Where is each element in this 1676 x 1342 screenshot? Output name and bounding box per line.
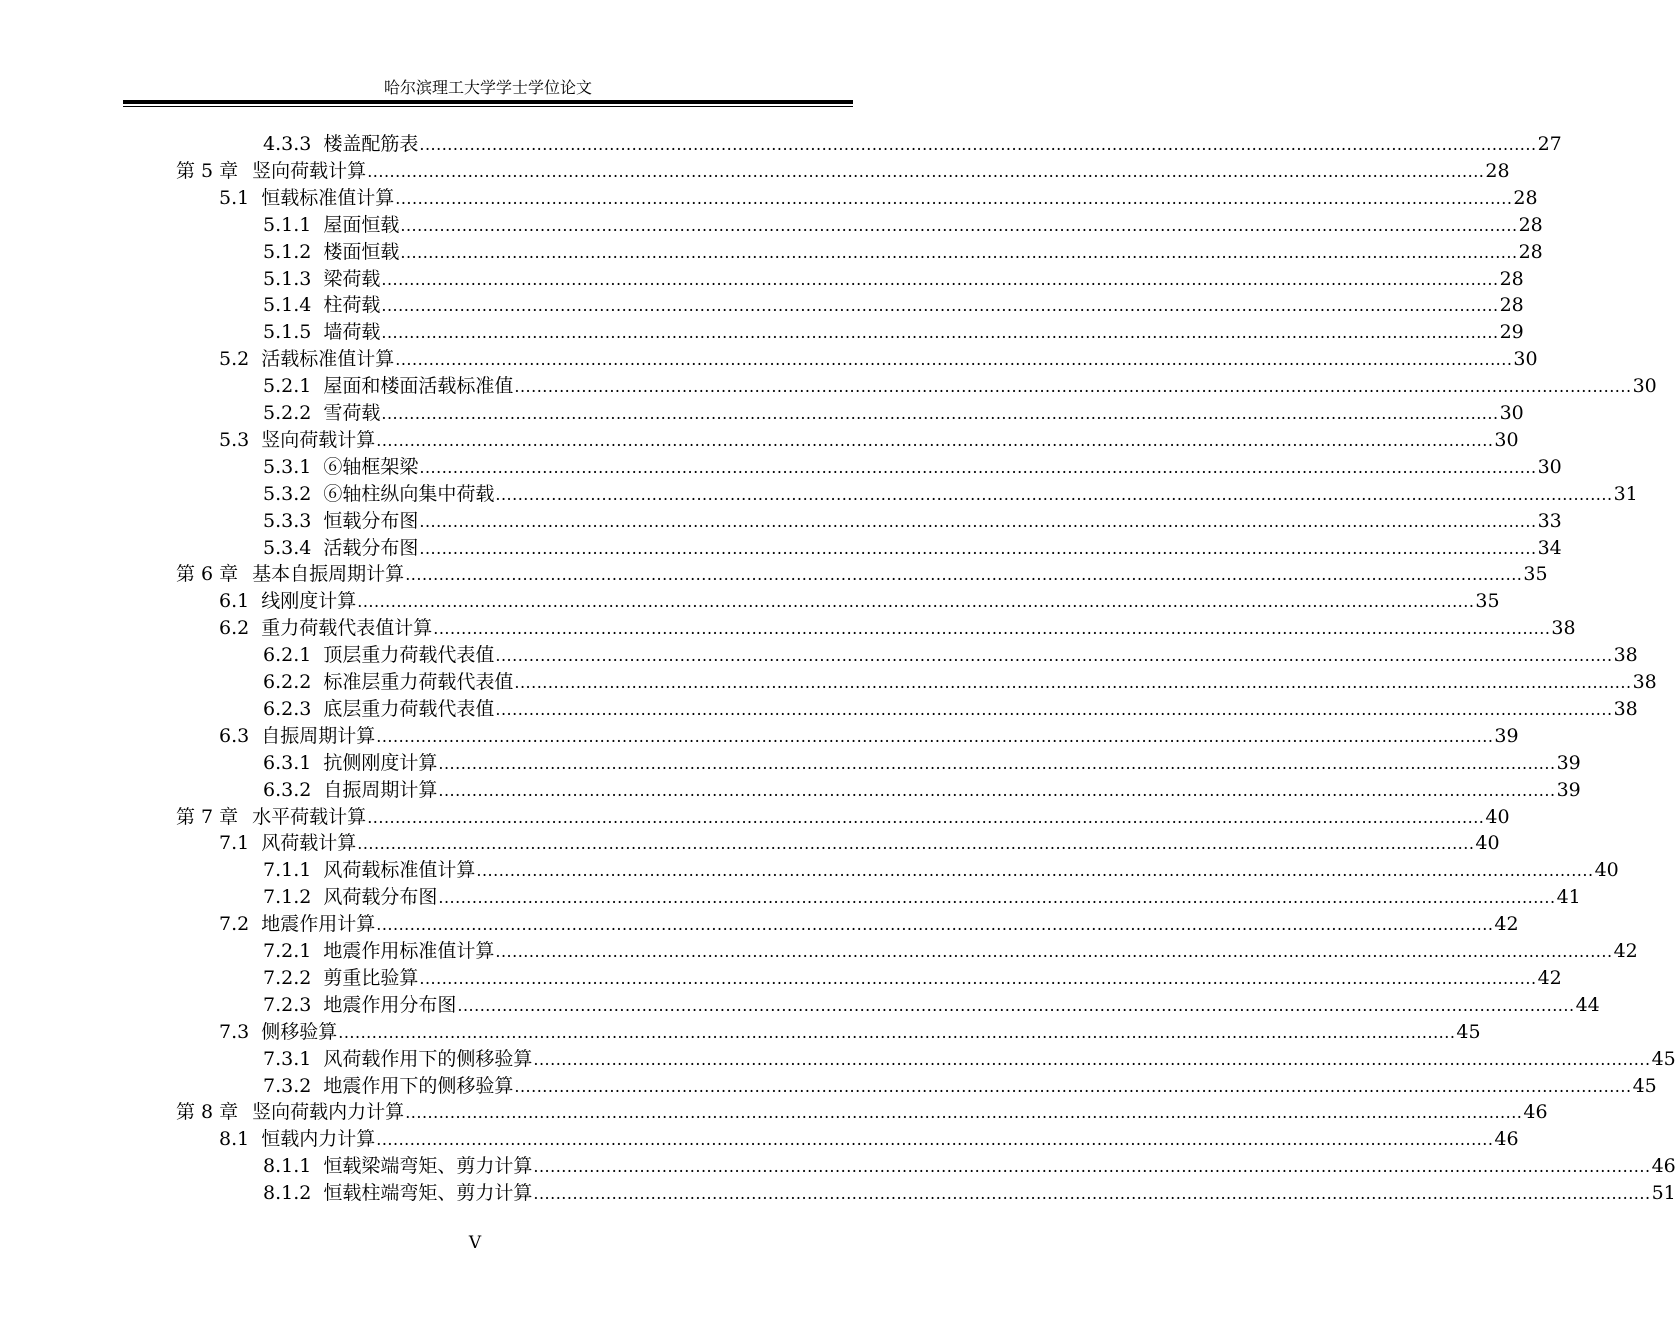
toc-entry[interactable] (263, 239, 1543, 266)
toc-entry-title: 柱荷载 (323, 294, 381, 317)
toc-entry-number: 8.1.2 (263, 1182, 312, 1205)
toc-entry-title: 重力荷载代表值计算 (261, 617, 433, 640)
toc-entry[interactable] (263, 319, 1524, 346)
toc-entry-number: 5.1.3 (263, 267, 312, 290)
toc-entry-title: 楼面恒载 (323, 240, 400, 263)
toc-entry-title: 恒载梁端弯矩、剪力计算 (323, 1155, 533, 1178)
toc-entry-page: 45 (1456, 1020, 1481, 1043)
toc-entry-title: 风荷载作用下的侧移验算 (323, 1047, 533, 1070)
toc-entry[interactable] (219, 185, 1538, 212)
toc-entry-title: 恒载柱端弯矩、剪力计算 (323, 1182, 533, 1205)
toc-dot-leader: ........................................................................................................................................................................................................ (533, 1157, 1651, 1177)
toc-entry[interactable] (263, 373, 1657, 400)
toc-entry-page: 28 (1513, 186, 1538, 209)
toc-dot-leader: ........................................................................................................................................................................................................ (376, 430, 1494, 450)
toc-entry[interactable] (263, 1153, 1676, 1180)
toc-entry[interactable] (176, 1099, 1548, 1126)
toc-dot-leader: ........................................................................................................................................................................................................ (400, 215, 1518, 235)
toc-entry-title: 风荷载标准值计算 (323, 859, 476, 882)
toc-entry-page: 40 (1594, 859, 1619, 882)
toc-entry[interactable] (263, 131, 1562, 158)
toc-entry-number: 第 7 章 (176, 805, 239, 828)
toc-entry-number: 5.3.1 (263, 455, 312, 478)
toc-entry-title: 竖向荷载内力计算 (252, 1101, 405, 1124)
toc-entry[interactable] (263, 696, 1638, 723)
toc-entry[interactable] (263, 938, 1638, 965)
toc-entry-page: 46 (1494, 1128, 1519, 1151)
toc-dot-leader: ........................................................................................................................................................................................................ (457, 995, 1575, 1015)
toc-entry-title: 自振周期计算 (261, 724, 376, 747)
toc-entry-page: 40 (1485, 805, 1510, 828)
toc-entry-number: 5.1.4 (263, 294, 312, 317)
toc-entry[interactable] (219, 1126, 1519, 1153)
toc-entry-number: 5.1.1 (263, 213, 312, 236)
toc-entry[interactable] (263, 1180, 1676, 1207)
toc-dot-leader: ........................................................................................................................................................................................................ (381, 296, 1499, 316)
toc-entry-number: 6.3.2 (263, 778, 312, 801)
toc-entry-title: 风荷载计算 (261, 832, 357, 855)
toc-entry-title: 恒载内力计算 (261, 1128, 376, 1151)
toc-entry[interactable] (263, 454, 1562, 481)
toc-dot-leader: ........................................................................................................................................................................................................ (381, 323, 1499, 343)
toc-entry-page: 34 (1537, 536, 1562, 559)
toc-entry[interactable] (263, 669, 1657, 696)
toc-entry-number: 5.2.1 (263, 375, 312, 398)
toc-entry-title: ⑥轴框架梁 (323, 455, 419, 478)
toc-entry[interactable] (263, 777, 1581, 804)
toc-entry-title: 活载标准值计算 (261, 348, 395, 371)
toc-entry[interactable] (263, 857, 1619, 884)
toc-entry-title: 屋面恒载 (323, 213, 400, 236)
toc-entry-title: 雪荷载 (323, 402, 381, 424)
toc-dot-leader: ........................................................................................................................................................................................................ (376, 915, 1494, 935)
toc-entry-page: 35 (1475, 590, 1500, 613)
toc-entry-page: 51 (1651, 1182, 1676, 1205)
toc-entry-page: 29 (1499, 321, 1524, 344)
toc-entry[interactable] (263, 266, 1524, 293)
toc-entry-page: 30 (1499, 402, 1524, 424)
toc-entry[interactable] (263, 884, 1581, 911)
toc-entry-page: 38 (1613, 697, 1638, 720)
toc-entry-page: 42 (1494, 913, 1519, 936)
toc-entry-number: 7.3.2 (263, 1074, 312, 1097)
toc-entry-page: 28 (1518, 213, 1543, 236)
toc-entry-title: 线刚度计算 (261, 590, 357, 613)
toc-entry-page: 30 (1513, 348, 1538, 371)
toc-entry-title: 恒载标准值计算 (261, 186, 395, 209)
toc-entry-page: 27 (1537, 133, 1562, 155)
toc-entry-title: 屋面和楼面活载标准值 (323, 375, 514, 398)
toc-entry-number: 5.2.2 (263, 402, 312, 424)
toc-entry-number: 第 8 章 (176, 1101, 239, 1124)
toc-entry-page: 39 (1556, 778, 1581, 801)
toc-entry-page: 30 (1537, 455, 1562, 478)
toc-dot-leader: ........................................................................................................................................................................................................ (438, 888, 1556, 908)
toc-entry-page: 42 (1537, 966, 1562, 989)
toc-entry-title: ⑥轴柱纵向集中荷载 (323, 482, 495, 505)
toc-entry-number: 5.1.5 (263, 321, 312, 344)
toc-entry-number: 5.1.2 (263, 240, 312, 263)
toc-entry-number: 7.1.2 (263, 886, 312, 909)
toc-entry-number: 7.2.1 (263, 940, 312, 962)
toc-dot-leader: ........................................................................................................................................................................................................ (376, 726, 1494, 746)
toc-entry-number: 5.3 (219, 428, 250, 451)
toc-entry-number: 6.2.3 (263, 697, 312, 720)
toc-entry-page: 28 (1499, 267, 1524, 290)
toc-entry-title: 基本自振周期计算 (252, 563, 405, 586)
toc-entry[interactable] (219, 588, 1500, 615)
toc-entry-title: 竖向荷载计算 (252, 159, 367, 182)
toc-entry[interactable] (263, 750, 1581, 777)
header-rule-thick (123, 100, 853, 104)
toc-entry-number: 第 6 章 (176, 563, 239, 586)
toc-entry-number: 5.2 (219, 348, 250, 371)
toc-dot-leader: ........................................................................................................................................................................................................ (514, 377, 1632, 397)
toc-dot-leader: ........................................................................................................................................................................................................ (476, 861, 1594, 881)
toc-entry-number: 6.2.1 (263, 644, 312, 667)
toc-dot-leader: ........................................................................................................................................................................................................ (419, 511, 1537, 531)
toc-entry-page: 44 (1575, 993, 1600, 1016)
toc-dot-leader: ........................................................................................................................................................................................................ (338, 1022, 1456, 1042)
toc-entry-number: 7.2.2 (263, 966, 312, 989)
toc-entry-page: 40 (1475, 832, 1500, 855)
toc-entry-title: 墙荷载 (323, 321, 381, 344)
toc-entry-number: 7.1 (219, 832, 250, 855)
running-header: 哈尔滨理工大学学士学位论文 (383, 78, 592, 97)
toc-entry-page: 42 (1613, 940, 1638, 962)
toc-entry-number: 6.3 (219, 724, 250, 747)
toc-dot-leader: ........................................................................................................................................................................................................ (533, 1049, 1651, 1069)
toc-dot-leader: ........................................................................................................................................................................................................ (495, 646, 1613, 666)
toc-dot-leader: ........................................................................................................................................................................................................ (381, 269, 1499, 289)
toc-entry-page: 35 (1523, 563, 1548, 586)
toc-entry[interactable] (263, 1073, 1657, 1100)
toc-entry[interactable] (219, 427, 1519, 454)
toc-entry[interactable] (176, 158, 1510, 185)
toc-entry-number: 5.3.2 (263, 482, 312, 505)
toc-dot-leader: ........................................................................................................................................................................................................ (381, 404, 1499, 423)
toc-entry-number: 7.1.1 (263, 859, 312, 882)
toc-entry-number: 7.2 (219, 913, 250, 936)
toc-entry-page: 28 (1485, 159, 1510, 182)
toc-dot-leader: ........................................................................................................................................................................................................ (495, 699, 1613, 719)
toc-entry[interactable] (263, 965, 1562, 992)
toc-entry-page: 45 (1632, 1074, 1657, 1097)
toc-entry[interactable] (219, 723, 1519, 750)
toc-entry-title: 地震作用计算 (261, 913, 376, 936)
toc-entry-page: 28 (1499, 294, 1524, 317)
toc-entry-page: 38 (1613, 644, 1638, 667)
toc-entry-page: 46 (1523, 1101, 1548, 1124)
toc-dot-leader: ........................................................................................................................................................................................................ (405, 1103, 1523, 1123)
toc-dot-leader: ........................................................................................................................................................................................................ (419, 135, 1537, 154)
toc-entry-number: 6.1 (219, 590, 250, 613)
toc-entry-number: 7.2.3 (263, 993, 312, 1016)
toc-entry[interactable] (263, 508, 1562, 535)
toc-entry-number: 7.3 (219, 1020, 250, 1043)
toc-entry-page: 30 (1494, 428, 1519, 451)
toc-dot-leader: ........................................................................................................................................................................................................ (367, 807, 1485, 827)
toc-entry[interactable] (263, 481, 1638, 508)
toc-entry-title: 剪重比验算 (323, 966, 419, 989)
toc-entry-number: 8.1.1 (263, 1155, 312, 1178)
toc-dot-leader: ........................................................................................................................................................................................................ (405, 565, 1523, 585)
toc-entry[interactable] (219, 830, 1500, 857)
toc-entry[interactable] (219, 615, 1576, 642)
toc-dot-leader: ........................................................................................................................................................................................................ (395, 350, 1513, 370)
toc-dot-leader: ........................................................................................................................................................................................................ (438, 780, 1556, 800)
toc-dot-leader: ........................................................................................................................................................................................................ (433, 619, 1551, 639)
toc-entry-page: 33 (1537, 509, 1562, 532)
toc-dot-leader: ........................................................................................................................................................................................................ (514, 673, 1632, 692)
toc-entry-page: 38 (1551, 617, 1576, 640)
toc-entry-page: 41 (1556, 886, 1581, 909)
toc-entry[interactable] (263, 212, 1543, 239)
toc-dot-leader: ........................................................................................................................................................................................................ (533, 1184, 1651, 1204)
toc-dot-leader: ........................................................................................................................................................................................................ (357, 834, 1475, 854)
toc-entry-page: 31 (1613, 482, 1638, 505)
toc-dot-leader: ........................................................................................................................................................................................................ (514, 1076, 1632, 1096)
toc-entry-title: 自振周期计算 (323, 778, 438, 801)
toc-dot-leader: ........................................................................................................................................................................................................ (395, 188, 1513, 208)
toc-entry-title: 活载分布图 (323, 536, 419, 559)
toc-entry-title: 地震作用分布图 (323, 993, 457, 1016)
toc-entry-title: 地震作用下的侧移验算 (323, 1074, 514, 1097)
toc-entry-page: 45 (1651, 1047, 1676, 1070)
toc-entry-title: 梁荷载 (323, 267, 381, 290)
toc-dot-leader: ........................................................................................................................................................................................................ (376, 1130, 1494, 1150)
toc-entry-title: 抗侧刚度计算 (323, 751, 438, 774)
toc-dot-leader: ........................................................................................................................................................................................................ (367, 161, 1485, 181)
toc-entry-page: 28 (1518, 240, 1543, 263)
toc-dot-leader: ........................................................................................................................................................................................................ (419, 968, 1537, 988)
toc-entry[interactable] (263, 292, 1524, 319)
toc-entry[interactable] (263, 400, 1524, 427)
toc-entry-title: 恒载分布图 (323, 509, 419, 532)
toc-entry[interactable] (176, 804, 1510, 831)
toc-entry-number: 4.3.3 (263, 133, 312, 155)
toc-entry-number: 8.1 (219, 1128, 250, 1151)
toc-entry[interactable] (263, 1046, 1676, 1073)
toc-entry-page: 39 (1556, 751, 1581, 774)
toc-entry[interactable] (263, 535, 1562, 562)
toc-dot-leader: ........................................................................................................................................................................................................ (357, 592, 1475, 612)
toc-entry-number: 6.2.2 (263, 671, 312, 693)
toc-entry-title: 地震作用标准值计算 (323, 940, 495, 962)
toc-entry-title: 竖向荷载计算 (261, 428, 376, 451)
toc-entry[interactable] (219, 911, 1519, 938)
toc-entry-page: 39 (1494, 724, 1519, 747)
toc-entry[interactable] (263, 992, 1600, 1019)
toc-entry-page: 46 (1651, 1155, 1676, 1178)
toc-entry-number: 7.3.1 (263, 1047, 312, 1070)
toc-entry-number: 第 5 章 (176, 159, 239, 182)
toc-entry-number: 6.3.1 (263, 751, 312, 774)
toc-entry-number: 5.3.3 (263, 509, 312, 532)
toc-entry-number: 5.3.4 (263, 536, 312, 559)
toc-entry-title: 风荷载分布图 (323, 886, 438, 909)
toc-dot-leader: ........................................................................................................................................................................................................ (419, 538, 1537, 558)
toc-entry[interactable] (263, 642, 1638, 669)
toc-dot-leader: ........................................................................................................................................................................................................ (438, 753, 1556, 773)
toc-entry-number: 5.1 (219, 186, 250, 209)
toc-entry-title: 水平荷载计算 (252, 805, 367, 828)
header-rule-thin (123, 106, 853, 107)
toc-entry-number: 6.2 (219, 617, 250, 640)
toc-entry-title: 侧移验算 (261, 1020, 338, 1043)
toc-entry[interactable] (176, 561, 1548, 588)
toc-entry-title: 楼盖配筋表 (323, 133, 419, 155)
toc-entry-page: 38 (1632, 671, 1657, 693)
toc-dot-leader: ........................................................................................................................................................................................................ (419, 457, 1537, 477)
page-number: V (468, 1233, 482, 1253)
toc-dot-leader: ........................................................................................................................................................................................................ (495, 942, 1613, 961)
toc-entry-page: 30 (1632, 375, 1657, 398)
toc-entry-title: 顶层重力荷载代表值 (323, 644, 495, 667)
toc-entry-title: 底层重力荷载代表值 (323, 697, 495, 720)
toc-entry[interactable] (219, 346, 1538, 373)
toc-entry[interactable] (219, 1019, 1481, 1046)
toc-dot-leader: ........................................................................................................................................................................................................ (495, 484, 1613, 504)
toc-entry-title: 标准层重力荷载代表值 (323, 671, 514, 693)
toc-dot-leader: ........................................................................................................................................................................................................ (400, 242, 1518, 262)
